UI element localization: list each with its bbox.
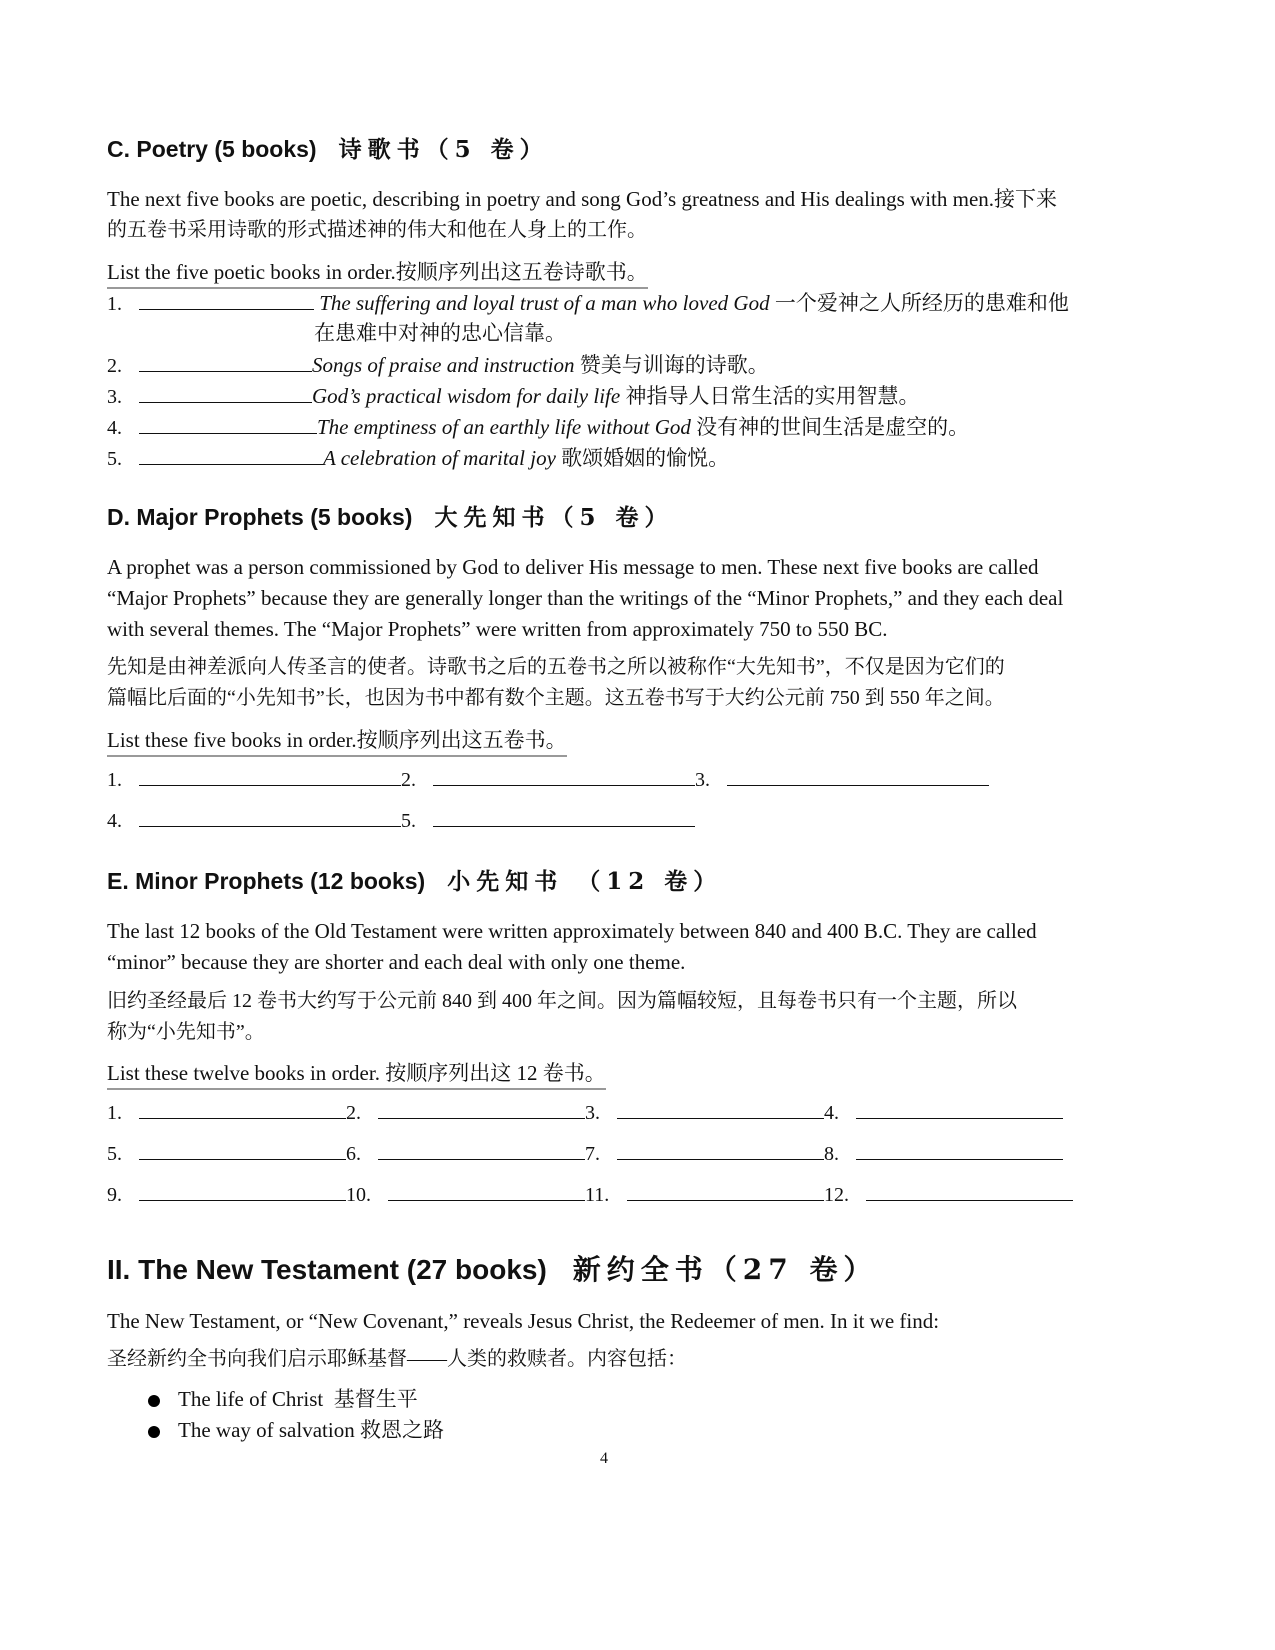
bullet-icon <box>148 1395 160 1407</box>
answer-blank[interactable] <box>139 1098 346 1119</box>
answer-blank[interactable] <box>388 1180 585 1201</box>
minor-intro-en-2: “minor” because they are shorter and each deal with only one theme. <box>107 950 686 974</box>
answer-blank[interactable] <box>727 765 989 786</box>
heading-en: II. The New Testament (27 books) <box>107 1254 547 1285</box>
answer-blank[interactable] <box>139 765 401 786</box>
page-number: 4 <box>600 1450 608 1467</box>
minor-answer-row-1: 1. 2. 3. 4. <box>107 1098 1063 1125</box>
heading-zh: 大先知书（5 卷） <box>434 504 674 531</box>
poetry-instruction: List the five poetic books in order.按顺序列出这五卷诗歌书。 <box>107 256 648 289</box>
minor-instruction: List these twelve books in order. 按顺序列出这 12 卷书。 <box>107 1057 606 1090</box>
heading-en: C. Poetry (5 books) <box>107 136 317 162</box>
major-intro-en-3: with several themes. The “Major Prophets” were written from approximately 750 to 550 BC. <box>107 617 888 641</box>
major-intro-zh-2: 篇幅比后面的“小先知书”长，也因为书中都有数个主题。这五卷书写于大约公元前 750 到 550 年之间。 <box>107 687 1005 709</box>
heading-zh: 新约全书（27 卷） <box>572 1253 878 1286</box>
answer-blank[interactable] <box>617 1139 824 1160</box>
poetry-item-1-cont: 在患难中对神的忠心信靠。 <box>314 321 566 345</box>
answer-blank[interactable] <box>433 765 695 786</box>
poetry-item-2: 2. Songs of praise and instruction 赞美与训诲的诗歌。 <box>107 353 769 377</box>
answer-blank[interactable] <box>617 1098 824 1119</box>
heading-zh: 小先知书 （12 卷） <box>447 868 723 895</box>
major-intro-en-2: “Major Prophets” because they are generally longer than the writings of the “Minor Prophets,” and they each deal <box>107 586 1064 610</box>
section-heading-poetry <box>107 131 549 164</box>
answer-blank[interactable] <box>139 1139 346 1160</box>
heading-zh: 诗歌书（5 卷） <box>338 136 549 163</box>
poetry-item-4: 4. The emptiness of an earthly life without God 没有神的世间生活是虚空的。 <box>107 415 970 439</box>
minor-intro-en-1: The last 12 books of the Old Testament were written approximately between 840 and 400 B.C. They are called <box>107 919 1037 943</box>
major-instruction: List these five books in order.按顺序列出这五卷书。 <box>107 724 567 757</box>
major-intro-zh-1: 先知是由神差派向人传圣言的使者。诗歌书之后的五卷书之所以被称作“大先知书”，不仅是因为它们的 <box>107 656 1005 678</box>
answer-blank[interactable] <box>139 1180 346 1201</box>
answer-blank[interactable] <box>139 382 312 403</box>
section-heading-major-prophets <box>107 499 673 532</box>
minor-answer-row-3: 9. 10. 11. 12. <box>107 1180 1073 1207</box>
nt-intro-zh: 圣经新约全书向我们启示耶稣基督——人类的救赎者。内容包括： <box>107 1348 687 1370</box>
section-heading-minor-prophets <box>107 863 722 896</box>
major-intro-en-1: A prophet was a person commissioned by God to deliver His message to men. These next five books are called <box>107 555 1039 579</box>
nt-bullet-2: The way of salvation 救恩之路 <box>148 1414 444 1446</box>
answer-blank[interactable] <box>139 806 401 827</box>
poetry-item-3: 3. God’s practical wisdom for daily life 神指导人日常生活的实用智慧。 <box>107 384 920 408</box>
answer-blank[interactable] <box>378 1098 585 1119</box>
nt-intro-en: The New Testament, or “New Covenant,” reveals Jesus Christ, the Redeemer of men. In it we find: <box>107 1309 940 1333</box>
section-heading-new-testament <box>107 1248 878 1288</box>
poetry-item-1: 1. The suffering and loyal trust of a man who loved God 一个爱神之人所经历的患难和他 <box>107 291 1069 315</box>
minor-intro-zh-1: 旧约圣经最后 12 卷书大约写于公元前 840 到 400 年之间。因为篇幅较短，且每卷书只有一个主题，所以 <box>107 990 1017 1012</box>
major-answer-row-2: 4. 5. <box>107 806 695 833</box>
answer-blank[interactable] <box>433 806 695 827</box>
answer-blank[interactable] <box>856 1139 1063 1160</box>
minor-intro-zh-2: 称为“小先知书”。 <box>107 1021 265 1043</box>
heading-en: D. Major Prophets (5 books) <box>107 504 413 530</box>
major-answer-row-1: 1. 2. 3. <box>107 765 989 792</box>
bullet-icon <box>148 1426 160 1438</box>
poetry-intro-line-1: The next five books are poetic, describing in poetry and song God’s greatness and His dealings with men.接下来 <box>107 187 1058 211</box>
answer-blank[interactable] <box>856 1098 1063 1119</box>
answer-blank[interactable] <box>139 444 323 465</box>
nt-bullet-1: The life of Christ 基督生平 <box>148 1383 418 1415</box>
poetry-intro-line-2: 的五卷书采用诗歌的形式描述神的伟大和他在人身上的工作。 <box>107 219 647 241</box>
answer-blank[interactable] <box>866 1180 1073 1201</box>
answer-blank[interactable] <box>139 351 312 372</box>
answer-blank[interactable] <box>627 1180 824 1201</box>
answer-blank[interactable] <box>378 1139 585 1160</box>
answer-blank[interactable] <box>139 289 314 310</box>
minor-answer-row-2: 5. 6. 7. 8. <box>107 1139 1063 1166</box>
heading-en: E. Minor Prophets (12 books) <box>107 868 426 894</box>
answer-blank[interactable] <box>139 413 317 434</box>
poetry-item-5: 5. A celebration of marital joy 歌颂婚姻的愉悦。 <box>107 446 730 470</box>
